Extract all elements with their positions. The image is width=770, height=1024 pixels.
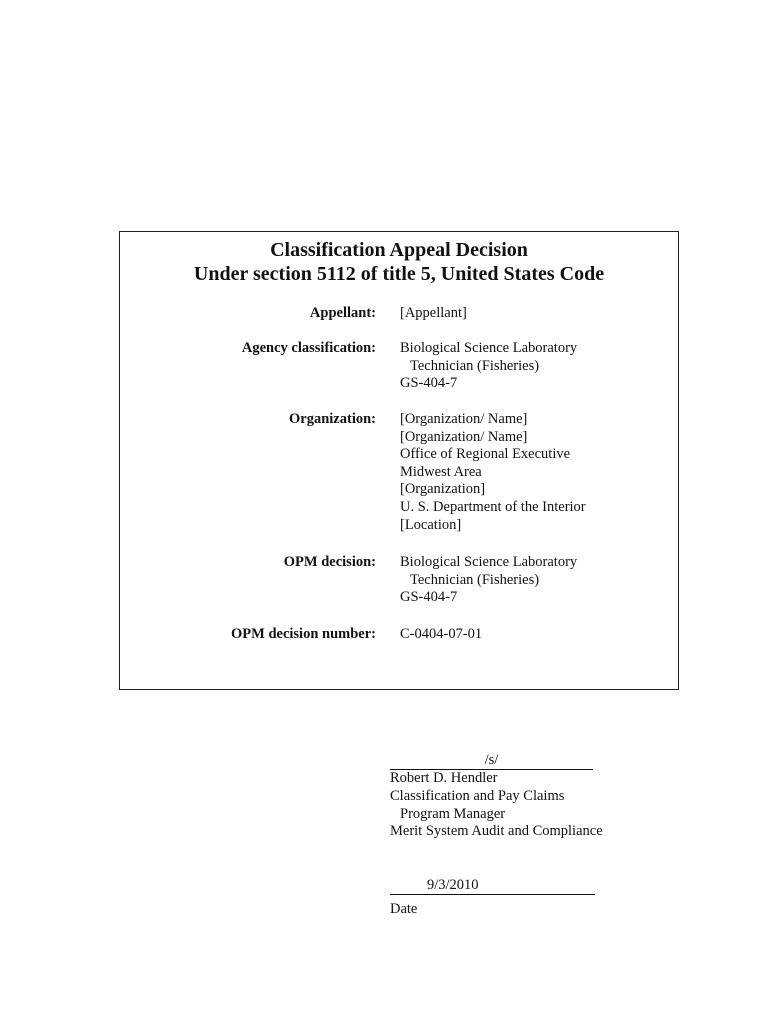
date-value: 9/3/2010 bbox=[427, 877, 479, 893]
organization-line: [Organization/ Name] bbox=[400, 411, 528, 427]
organization-value bbox=[400, 411, 660, 534]
opm-decision-number-line: C-0404-07-01 bbox=[400, 626, 483, 642]
opm-decision-line: Technician (Fisheries) bbox=[410, 571, 540, 588]
signer-name: Robert D. Hendler bbox=[390, 770, 498, 786]
document-title: Classification Appeal Decision bbox=[270, 239, 528, 261]
appellant-value bbox=[400, 305, 660, 323]
signature-line-row bbox=[390, 752, 603, 770]
appellant-value-line: [Appellant] bbox=[400, 305, 467, 321]
agency-classification-label: Agency classification: bbox=[241, 340, 376, 356]
opm-decision-line: GS-404-7 bbox=[400, 589, 458, 606]
agency-classification-line: Biological Science Laboratory bbox=[400, 340, 578, 356]
signer-title-line: Classification and Pay Claims bbox=[390, 787, 565, 804]
signer-office: Merit System Audit and Compliance bbox=[390, 823, 603, 840]
appellant-label: Appellant: bbox=[309, 305, 376, 321]
date-line bbox=[390, 877, 595, 895]
opm-decision-label: OPM decision: bbox=[283, 554, 376, 570]
opm-decision-line: Biological Science Laboratory bbox=[400, 554, 578, 570]
organization-label: Organization: bbox=[289, 411, 376, 427]
agency-classification-line: GS-404-7 bbox=[400, 375, 458, 392]
organization-line: [Organization/ Name] bbox=[400, 428, 528, 445]
agency-classification-line: Technician (Fisheries) bbox=[410, 357, 540, 374]
signature-block bbox=[390, 752, 603, 841]
signer-title-line: Program Manager bbox=[400, 805, 506, 822]
opm-decision-value bbox=[400, 554, 660, 607]
opm-decision-number-label: OPM decision number: bbox=[231, 626, 376, 642]
date-line-row bbox=[390, 877, 595, 901]
organization-line: [Location] bbox=[400, 516, 462, 533]
organization-line: Office of Regional Executive bbox=[400, 446, 571, 463]
organization-line: [Organization] bbox=[400, 481, 486, 498]
decision-header-box bbox=[119, 231, 679, 690]
date-block bbox=[390, 877, 595, 919]
document-subtitle: Under section 5112 of title 5, United States Code bbox=[193, 263, 605, 285]
agency-classification-value bbox=[400, 340, 660, 393]
organization-line: U. S. Department of the Interior bbox=[400, 498, 586, 515]
opm-decision-number-value bbox=[400, 626, 660, 644]
signature-line: /s/ bbox=[390, 752, 593, 770]
organization-line: Midwest Area bbox=[400, 463, 482, 480]
date-label: Date bbox=[390, 900, 418, 917]
